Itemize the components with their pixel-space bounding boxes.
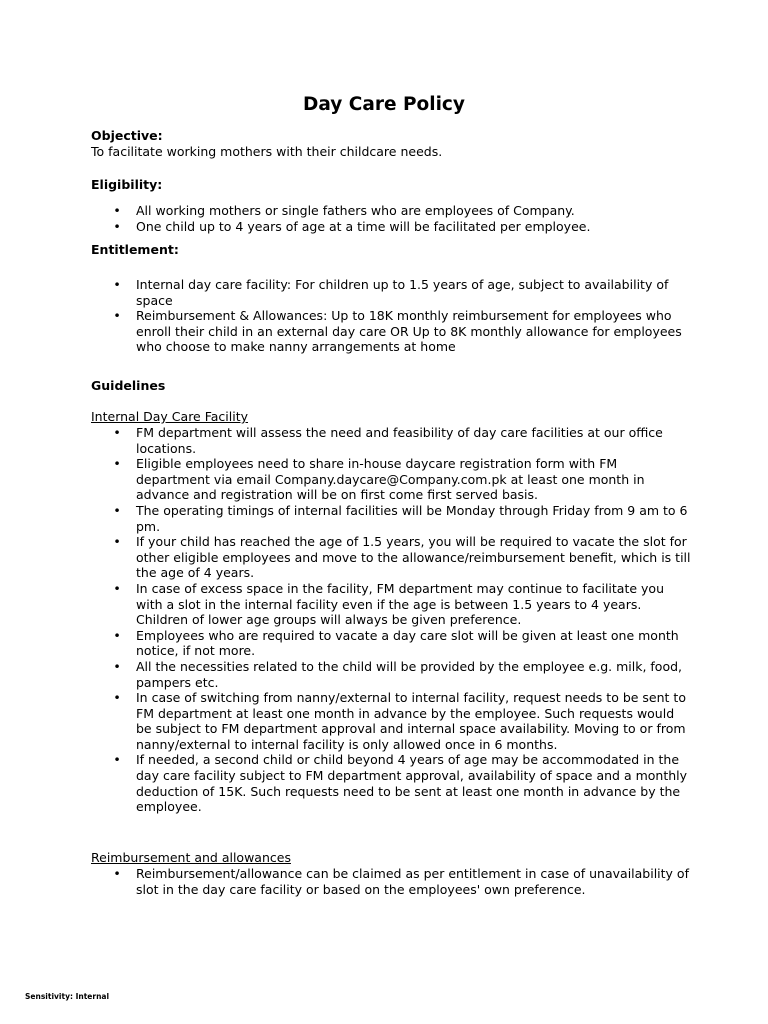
bullet-icon: • — [113, 866, 121, 881]
bullet-icon: • — [113, 456, 121, 472]
list-item: • In case of switching from nanny/external to internal facility, request needs to be sent to FM department at least one month in advance by the employee. Such requests would be subject to FM department approval and internal space availability. Moving to or from nanny/external to internal facility is only allowed once in 6 months. — [91, 690, 691, 752]
bullet-icon: • — [113, 658, 121, 674]
list-item: • If needed, a second child or child beyond 4 years of age may be accommodated in the day care facility subject to FM department approval, availability of space and a monthly deduction of 15K. Such requests need to be sent at least one month in advance by the employee. — [91, 752, 691, 814]
entitlement-list — [91, 277, 691, 355]
reimbursement-heading: Reimbursement and allowances — [91, 850, 291, 865]
list-item: • Reimbursement/allowance can be claimed as per entitlement in case of unavailability of slot in the day care facility or based on the employees' own preference. — [91, 866, 691, 897]
internal-facility-list — [91, 425, 691, 815]
bullet-icon: • — [113, 580, 121, 596]
list-item: • In case of excess space in the facility, FM department may continue to facilitate you with a slot in the internal facility even if the age is between 1.5 years to 4 years. Children of lower age groups will always be given preference. — [91, 581, 691, 628]
list-item: • Reimbursement & Allowances: Up to 18K monthly reimbursement for employees who enroll their child in an external day care OR Up to 8K monthly allowance for employees who choose to make nanny arrangements at home — [91, 308, 691, 355]
guidelines-heading: Guidelines — [91, 378, 166, 393]
list-item: • All working mothers or single fathers who are employees of Company. — [91, 203, 691, 219]
bullet-icon: • — [113, 218, 121, 234]
list-item: • Employees who are required to vacate a day care slot will be given at least one month notice, if not more. — [91, 628, 691, 659]
bullet-icon: • — [113, 627, 121, 643]
list-item: • One child up to 4 years of age at a time will be facilitated per employee. — [91, 219, 691, 235]
sensitivity-label: Sensitivity: Internal — [25, 992, 110, 1001]
list-item: • Internal day care facility: For children up to 1.5 years of age, subject to availability of space — [91, 277, 691, 308]
bullet-icon: • — [113, 502, 121, 518]
bullet-icon: • — [113, 690, 121, 706]
objective-text: To facilitate working mothers with their childcare needs. — [91, 144, 443, 159]
reimbursement-list — [91, 866, 691, 897]
list-item: • The operating timings of internal facilities will be Monday through Friday from 9 am to 6 pm. — [91, 503, 691, 534]
eligibility-list — [91, 203, 691, 234]
page-title: Day Care Policy — [303, 94, 465, 115]
entitlement-heading: Entitlement: — [91, 242, 179, 257]
bullet-icon: • — [113, 425, 121, 440]
objective-heading: Objective: — [91, 128, 163, 143]
bullet-icon: • — [113, 534, 121, 550]
internal-facility-heading: Internal Day Care Facility — [91, 409, 249, 424]
bullet-icon: • — [113, 277, 121, 292]
list-item: • FM department will assess the need and feasibility of day care facilities at our office locations. — [91, 425, 691, 456]
list-item: • All the necessities related to the child will be provided by the employee e.g. milk, food, pampers etc. — [91, 659, 691, 690]
bullet-icon: • — [113, 203, 121, 218]
bullet-icon: • — [113, 308, 121, 324]
bullet-icon: • — [113, 752, 121, 768]
list-item: • Eligible employees need to share in-house daycare registration form with FM department via email Company.daycare@Company.com.pk at least one month in advance and registration will be on first come first served basis. — [91, 456, 691, 503]
eligibility-heading: Eligibility: — [91, 177, 163, 192]
list-item: • If your child has reached the age of 1.5 years, you will be required to vacate the slot for other eligible employees and move to the allowance/reimbursement benefit, which is till the age of 4 years. — [91, 534, 691, 581]
